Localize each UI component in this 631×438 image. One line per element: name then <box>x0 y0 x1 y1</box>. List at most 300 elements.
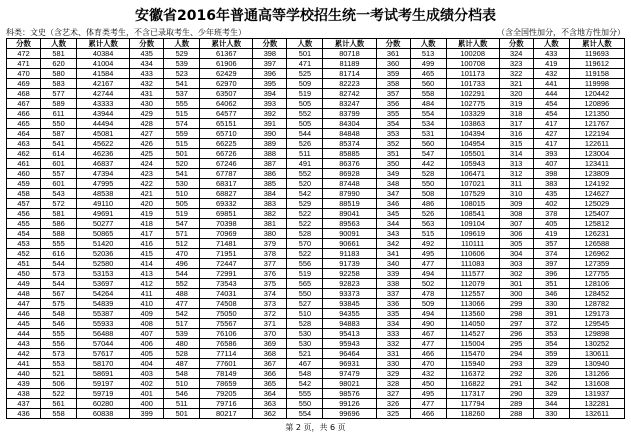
cell-score: 461 <box>7 159 41 169</box>
cell-score: 436 <box>7 409 41 419</box>
cell-count: 556 <box>287 259 323 269</box>
table-row <box>7 339 625 349</box>
cell-count: 494 <box>410 309 446 319</box>
cell-score: 472 <box>7 49 41 59</box>
cell-score: 429 <box>130 109 164 119</box>
cell-count: 405 <box>533 219 569 229</box>
cell-cumulative: 127359 <box>569 259 624 269</box>
cell-score: 302 <box>499 269 533 279</box>
cell-cumulative: 125407 <box>569 209 624 219</box>
cell-score: 326 <box>376 399 410 409</box>
header-cumulative: 累计人数 <box>323 39 376 49</box>
cell-count: 477 <box>164 299 200 309</box>
cell-cumulative: 46236 <box>77 149 130 159</box>
subject-category: 科类：文史（含艺术、体育类考生，不含已录取考生、少年班考生） <box>6 28 246 37</box>
cell-count: 519 <box>164 209 200 219</box>
cell-count: 542 <box>287 189 323 199</box>
cell-score: 354 <box>376 119 410 129</box>
cell-cumulative: 43333 <box>77 99 130 109</box>
cell-score: 296 <box>499 329 533 339</box>
cell-score: 313 <box>499 159 533 169</box>
header-cumulative: 累计人数 <box>569 39 624 49</box>
cell-count: 330 <box>533 409 569 419</box>
cell-cumulative: 131608 <box>569 379 624 389</box>
cell-cumulative: 69332 <box>200 199 253 209</box>
cell-score: 431 <box>130 89 164 99</box>
cell-score: 345 <box>376 209 410 219</box>
table-row <box>7 409 625 419</box>
cell-score: 342 <box>376 239 410 249</box>
cell-count: 571 <box>164 229 200 239</box>
cell-score: 403 <box>130 369 164 379</box>
cell-score: 417 <box>130 229 164 239</box>
cell-cumulative: 86928 <box>323 169 376 179</box>
cell-cumulative: 118260 <box>446 409 499 419</box>
cell-cumulative: 116822 <box>446 379 499 389</box>
cell-cumulative: 119998 <box>569 79 624 89</box>
cell-score: 310 <box>499 189 533 199</box>
cell-score: 363 <box>253 399 287 409</box>
cell-count: 512 <box>164 239 200 249</box>
cell-score: 426 <box>130 139 164 149</box>
cell-score: 352 <box>376 139 410 149</box>
cell-cumulative: 98576 <box>323 389 376 399</box>
cell-score: 351 <box>376 149 410 159</box>
cell-score: 291 <box>499 379 533 389</box>
cell-score: 434 <box>130 59 164 69</box>
cell-cumulative: 126588 <box>569 239 624 249</box>
cell-score: 369 <box>253 339 287 349</box>
cell-cumulative: 75050 <box>200 309 253 319</box>
cell-score: 394 <box>253 89 287 99</box>
cell-cumulative: 42167 <box>77 79 130 89</box>
cell-cumulative: 97479 <box>323 369 376 379</box>
cell-cumulative: 80718 <box>323 49 376 59</box>
cell-count: 539 <box>164 329 200 339</box>
cell-cumulative: 123004 <box>569 149 624 159</box>
cell-score: 377 <box>253 259 287 269</box>
cell-score: 408 <box>130 319 164 329</box>
cell-score: 355 <box>376 109 410 119</box>
cell-count: 480 <box>164 339 200 349</box>
cell-score: 421 <box>130 189 164 199</box>
cell-count: 544 <box>287 129 323 139</box>
cell-score: 452 <box>7 249 41 259</box>
cell-count: 526 <box>410 209 446 219</box>
cell-cumulative: 66225 <box>200 139 253 149</box>
cell-count: 601 <box>41 159 77 169</box>
cell-cumulative: 91739 <box>323 259 376 269</box>
cell-count: 530 <box>287 329 323 339</box>
cell-cumulative: 109619 <box>446 229 499 239</box>
cell-count: 555 <box>41 329 77 339</box>
cell-score: 297 <box>499 319 533 329</box>
cell-score: 414 <box>130 259 164 269</box>
cell-count: 511 <box>287 149 323 159</box>
cell-score: 322 <box>499 69 533 79</box>
cell-count: 515 <box>410 229 446 239</box>
cell-score: 325 <box>376 409 410 419</box>
cell-count: 544 <box>41 259 77 269</box>
cell-score: 386 <box>253 169 287 179</box>
cell-count: 552 <box>287 109 323 119</box>
cell-cumulative: 81189 <box>323 59 376 69</box>
cell-count: 494 <box>410 269 446 279</box>
cell-score: 376 <box>253 269 287 279</box>
cell-count: 326 <box>533 369 569 379</box>
cell-score: 349 <box>376 169 410 179</box>
cell-score: 449 <box>7 279 41 289</box>
cell-count: 501 <box>164 409 200 419</box>
cell-cumulative: 117317 <box>446 389 499 399</box>
cell-cumulative: 60280 <box>77 399 130 409</box>
cell-cumulative: 40384 <box>77 49 130 59</box>
cell-count: 486 <box>410 199 446 209</box>
cell-cumulative: 72447 <box>200 259 253 269</box>
table-row <box>7 389 625 399</box>
cell-cumulative: 126231 <box>569 229 624 239</box>
cell-cumulative: 76106 <box>200 329 253 339</box>
cell-count: 589 <box>41 99 77 109</box>
cell-count: 467 <box>410 329 446 339</box>
cell-cumulative: 65151 <box>200 119 253 129</box>
cell-count: 616 <box>41 249 77 259</box>
cell-score: 338 <box>376 279 410 289</box>
table-header-row <box>7 39 625 49</box>
cell-count: 541 <box>41 139 77 149</box>
cell-cumulative: 92258 <box>323 269 376 279</box>
cell-cumulative: 90661 <box>323 239 376 249</box>
cell-cumulative: 98021 <box>323 379 376 389</box>
cell-score: 387 <box>253 159 287 169</box>
table-row <box>7 189 625 199</box>
cell-count: 471 <box>287 59 323 69</box>
cell-score: 441 <box>7 359 41 369</box>
cell-cumulative: 104954 <box>446 139 499 149</box>
cell-cumulative: 64062 <box>200 99 253 109</box>
cell-count: 393 <box>533 149 569 159</box>
cell-cumulative: 89563 <box>323 219 376 229</box>
cell-score: 307 <box>499 219 533 229</box>
cell-cumulative: 125029 <box>569 199 624 209</box>
cell-cumulative: 91183 <box>323 249 376 259</box>
cell-count: 441 <box>533 79 569 89</box>
cell-cumulative: 132611 <box>569 409 624 419</box>
cell-cumulative: 112557 <box>446 289 499 299</box>
cell-score: 346 <box>376 199 410 209</box>
cell-score: 451 <box>7 259 41 269</box>
table-row <box>7 179 625 189</box>
cell-count: 496 <box>164 259 200 269</box>
cell-score: 360 <box>376 59 410 69</box>
cell-cumulative: 100708 <box>446 59 499 69</box>
cell-count: 397 <box>533 259 569 269</box>
cell-count: 542 <box>287 379 323 389</box>
cell-cumulative: 105943 <box>446 159 499 169</box>
cell-cumulative: 108541 <box>446 209 499 219</box>
cell-cumulative: 68827 <box>200 189 253 199</box>
header-score: 分数 <box>499 39 533 49</box>
cell-count: 444 <box>533 89 569 99</box>
cell-cumulative: 42744 <box>77 89 130 99</box>
header-score: 分数 <box>376 39 410 49</box>
cell-count: 547 <box>164 219 200 229</box>
cell-count: 558 <box>410 89 446 99</box>
cell-cumulative: 54264 <box>77 289 130 299</box>
cell-cumulative: 88519 <box>323 199 376 209</box>
cell-cumulative: 54839 <box>77 299 130 309</box>
cell-count: 541 <box>164 79 200 89</box>
cell-count: 432 <box>410 369 446 379</box>
cell-score: 358 <box>376 79 410 89</box>
cell-score: 367 <box>253 359 287 369</box>
cell-count: 544 <box>164 269 200 279</box>
cell-score: 333 <box>376 329 410 339</box>
cell-score: 298 <box>499 309 533 319</box>
cell-score: 389 <box>253 139 287 149</box>
cell-count: 539 <box>164 59 200 69</box>
cell-count: 548 <box>287 369 323 379</box>
cell-score: 320 <box>499 89 533 99</box>
cell-score: 440 <box>7 369 41 379</box>
cell-count: 529 <box>164 49 200 59</box>
table-row <box>7 199 625 209</box>
cell-count: 520 <box>164 159 200 169</box>
cell-score: 300 <box>499 289 533 299</box>
header-count: 人数 <box>533 39 569 49</box>
table-row <box>7 309 625 319</box>
cell-count: 506 <box>41 379 77 389</box>
cell-count: 353 <box>533 329 569 339</box>
cell-cumulative: 92823 <box>323 279 376 289</box>
cell-score: 467 <box>7 99 41 109</box>
table-row <box>7 319 625 329</box>
cell-score: 428 <box>130 119 164 129</box>
cell-count: 510 <box>287 309 323 319</box>
cell-cumulative: 44494 <box>77 119 130 129</box>
header-score: 分数 <box>253 39 287 49</box>
cell-score: 430 <box>130 99 164 109</box>
cell-count: 553 <box>41 359 77 369</box>
cell-score: 327 <box>376 389 410 399</box>
header-count: 人数 <box>164 39 200 49</box>
cell-score: 304 <box>499 249 533 259</box>
cell-cumulative: 126962 <box>569 249 624 259</box>
cell-cumulative: 52580 <box>77 259 130 269</box>
cell-count: 547 <box>410 149 446 159</box>
table-row <box>7 69 625 79</box>
cell-cumulative: 83247 <box>323 99 376 109</box>
cell-cumulative: 77601 <box>200 359 253 369</box>
cell-cumulative: 123809 <box>569 169 624 179</box>
table-row <box>7 79 625 89</box>
cell-count: 546 <box>164 389 200 399</box>
cell-count: 544 <box>41 279 77 289</box>
cell-cumulative: 130940 <box>569 359 624 369</box>
cell-count: 580 <box>41 69 77 79</box>
cell-count: 432 <box>533 69 569 79</box>
cell-score: 469 <box>7 79 41 89</box>
cell-count: 509 <box>287 79 323 89</box>
cell-cumulative: 106471 <box>446 169 499 179</box>
cell-count: 527 <box>287 299 323 309</box>
page-title: 安徽省2016年普通高等学校招生统一考试考生成绩分档表 <box>135 8 496 24</box>
cell-count: 508 <box>410 189 446 199</box>
cell-cumulative: 129173 <box>569 309 624 319</box>
cell-score: 455 <box>7 219 41 229</box>
cell-score: 419 <box>130 209 164 219</box>
cell-score: 288 <box>499 409 533 419</box>
cell-cumulative: 58691 <box>77 369 130 379</box>
cell-count: 529 <box>287 199 323 209</box>
cell-count: 450 <box>410 379 446 389</box>
cell-score: 457 <box>7 199 41 209</box>
table-row <box>7 99 625 109</box>
cell-score: 378 <box>253 249 287 259</box>
cell-score: 401 <box>130 389 164 399</box>
cell-count: 583 <box>41 79 77 89</box>
cell-count: 567 <box>41 289 77 299</box>
cell-cumulative: 52036 <box>77 249 130 259</box>
cell-cumulative: 114527 <box>446 329 499 339</box>
cell-score: 336 <box>376 299 410 309</box>
cell-score: 463 <box>7 139 41 149</box>
table-row <box>7 269 625 279</box>
cell-cumulative: 93373 <box>323 289 376 299</box>
cell-cumulative: 121767 <box>569 119 624 129</box>
cell-score: 290 <box>499 389 533 399</box>
cell-cumulative: 70398 <box>200 219 253 229</box>
cell-count: 570 <box>287 239 323 249</box>
table-row <box>7 369 625 379</box>
cell-count: 528 <box>287 319 323 329</box>
cell-score: 404 <box>130 359 164 369</box>
cell-cumulative: 93845 <box>323 299 376 309</box>
cell-score: 364 <box>253 389 287 399</box>
cell-cumulative: 115470 <box>446 349 499 359</box>
cell-cumulative: 62429 <box>200 69 253 79</box>
cell-score: 335 <box>376 309 410 319</box>
cell-count: 601 <box>41 179 77 189</box>
table-row <box>7 169 625 179</box>
cell-count: 499 <box>410 59 446 69</box>
cell-cumulative: 114050 <box>446 319 499 329</box>
cell-score: 316 <box>499 129 533 139</box>
cell-score: 444 <box>7 329 41 339</box>
cell-score: 318 <box>499 109 533 119</box>
cell-cumulative: 84848 <box>323 129 376 139</box>
cell-count: 556 <box>41 339 77 349</box>
cell-cumulative: 81714 <box>323 69 376 79</box>
cell-count: 519 <box>287 89 323 99</box>
cell-score: 410 <box>130 299 164 309</box>
cell-count: 417 <box>533 119 569 129</box>
cell-cumulative: 83799 <box>323 109 376 119</box>
cell-cumulative: 67787 <box>200 169 253 179</box>
cell-cumulative: 78659 <box>200 379 253 389</box>
cell-cumulative: 108015 <box>446 199 499 209</box>
cell-cumulative: 85374 <box>323 139 376 149</box>
table-row <box>7 259 625 269</box>
cell-score: 379 <box>253 239 287 249</box>
cell-cumulative: 111577 <box>446 269 499 279</box>
cell-score: 413 <box>130 269 164 279</box>
cell-count: 398 <box>533 169 569 179</box>
table-row <box>7 109 625 119</box>
cell-count: 454 <box>533 99 569 109</box>
cell-score: 433 <box>130 69 164 79</box>
cell-cumulative: 82742 <box>323 89 376 99</box>
subject-line <box>6 28 625 38</box>
cell-cumulative: 71951 <box>200 249 253 259</box>
cell-count: 470 <box>410 359 446 369</box>
cell-count: 351 <box>533 279 569 289</box>
cell-count: 442 <box>410 159 446 169</box>
cell-cumulative: 65710 <box>200 129 253 139</box>
cell-score: 332 <box>376 339 410 349</box>
cell-count: 537 <box>164 89 200 99</box>
cell-count: 372 <box>533 319 569 329</box>
cell-score: 299 <box>499 299 533 309</box>
cell-count: 575 <box>41 299 77 309</box>
cell-count: 588 <box>41 229 77 239</box>
cell-score: 293 <box>499 359 533 369</box>
page-footer: 第 2 页，共 6 页 <box>285 423 346 432</box>
cell-cumulative: 119158 <box>569 69 624 79</box>
cell-count: 495 <box>410 389 446 399</box>
cell-score: 445 <box>7 319 41 329</box>
cell-score: 454 <box>7 229 41 239</box>
score-table <box>6 38 625 419</box>
cell-cumulative: 128106 <box>569 279 624 289</box>
cell-cumulative: 87990 <box>323 189 376 199</box>
cell-score: 432 <box>130 79 164 89</box>
table-row <box>7 239 625 249</box>
cell-score: 459 <box>7 179 41 189</box>
header-cumulative: 累计人数 <box>77 39 130 49</box>
cell-count: 490 <box>410 319 446 329</box>
cell-cumulative: 56488 <box>77 329 130 339</box>
cell-cumulative: 74508 <box>200 299 253 309</box>
cell-count: 573 <box>41 349 77 359</box>
cell-cumulative: 96464 <box>323 349 376 359</box>
cell-cumulative: 41004 <box>77 59 130 69</box>
cell-count: 565 <box>287 279 323 289</box>
cell-score: 315 <box>499 139 533 149</box>
cell-cumulative: 64577 <box>200 109 253 119</box>
cell-score: 365 <box>253 379 287 389</box>
cell-count: 502 <box>410 279 446 289</box>
table-row <box>7 329 625 339</box>
cell-score: 382 <box>253 209 287 219</box>
table-row <box>7 149 625 159</box>
header-score: 分数 <box>7 39 41 49</box>
cell-cumulative: 131937 <box>569 389 624 399</box>
cell-score: 380 <box>253 229 287 239</box>
cell-cumulative: 69851 <box>200 209 253 219</box>
table-row <box>7 379 625 389</box>
cell-count: 542 <box>164 309 200 319</box>
cell-count: 519 <box>287 269 323 279</box>
cell-cumulative: 121350 <box>569 109 624 119</box>
cell-count: 487 <box>164 359 200 369</box>
cell-cumulative: 61906 <box>200 59 253 69</box>
cell-count: 402 <box>533 199 569 209</box>
cell-count: 354 <box>533 339 569 349</box>
cell-count: 417 <box>533 139 569 149</box>
cell-score: 359 <box>376 69 410 79</box>
table-row <box>7 119 625 129</box>
